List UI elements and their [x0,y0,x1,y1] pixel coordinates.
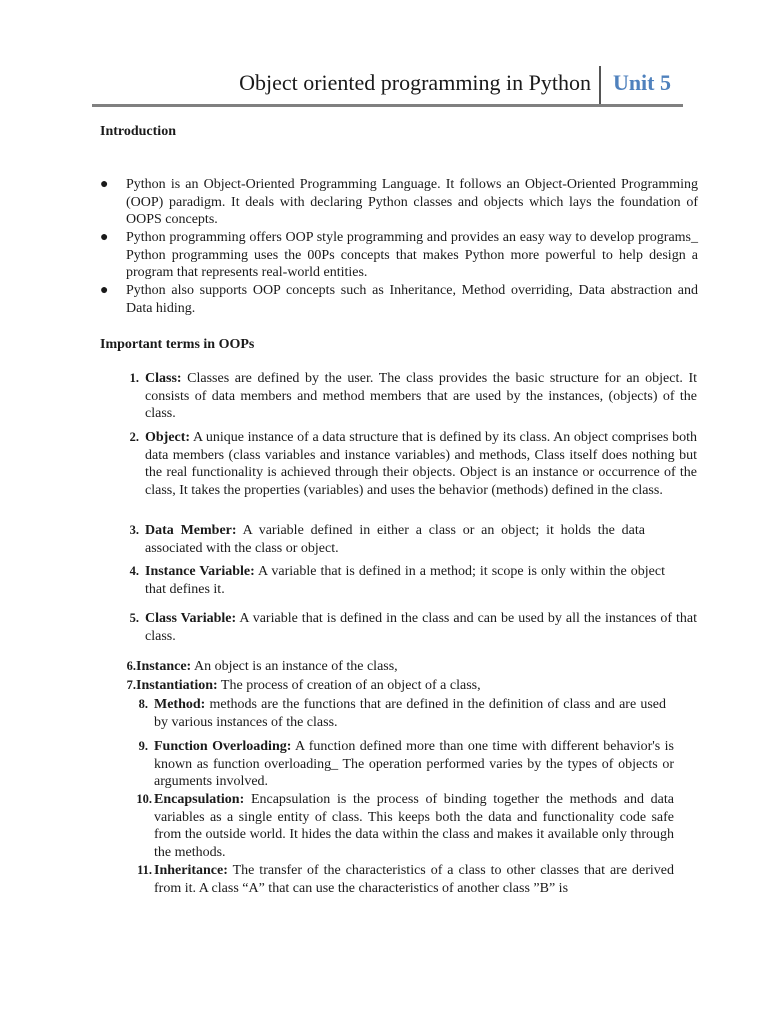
bullet-item [100,282,698,317]
term-name: Encapsulation: [154,792,245,807]
bullet-text: Python programming offers OOP style programming and provides an easy way to develop programs_ Python programming uses the 00Ps concepts that makes Python more powerful to help design a program that represents real-world entities. [126,230,698,280]
important-terms-heading: Important terms in OOPs [100,337,255,352]
term-item-class-variable [129,610,697,645]
term-definition: The transfer of the characteristics of a class to other classes that are derived from it. A class “A” that can use the characteristics of another class ”B” is [154,863,674,896]
term-item-data-member [129,522,645,557]
term-number: 5. [129,611,139,625]
bullet-icon: ● [100,177,109,192]
term-number: 10. [136,792,152,806]
term-item-instantiation [126,677,696,695]
term-number: 9. [138,739,148,753]
term-definition: Classes are defined by the user. The class provides the basic structure for an object. It consists of data members and method members that are used by the instances, (objects) of the class. [145,371,697,421]
term-definition: A variable that is defined in the class and can be used by all the instances of that class. [145,611,697,644]
term-number: 7. [126,678,136,692]
introduction-bullet-list [100,176,698,318]
bullet-icon: ● [100,283,109,298]
term-definition: A unique instance of a data structure that is defined by its class. An object comprises both data members (class variables and instance variables) and methods, Class itself does nothing but the real functionality is achieved through their objects. Object is an instance or occurrence of the class, It takes the properties (variables) and uses the behavior (methods) defined in the class. [145,430,697,498]
term-item-function-overloading [138,738,674,791]
term-definition: Encapsulation is the process of binding together the methods and data variables as a single entity of class. This keeps both the data and functionality code safe from the outside world. It hides the data within the class and makes it available only through the methods. [154,792,674,860]
term-item-encapsulation [136,791,674,861]
term-name: Data Member: [145,523,237,538]
term-number: 6. [126,659,136,673]
term-name: Class Variable: [145,611,237,626]
term-name: Class: [145,371,182,386]
term-number: 3. [129,523,139,537]
introduction-heading: Introduction [100,124,176,139]
term-number: 11. [137,863,152,877]
term-definition: The process of creation of an object of a class, [217,678,481,693]
page-header [92,66,683,107]
bullet-text: Python also supports OOP concepts such as Inheritance, Method overriding, Data abstraction and Data hiding. [126,283,698,316]
term-definition: An object is an instance of the class, [191,659,398,674]
term-item-instance [126,658,696,676]
term-definition: A variable that is defined in a method; it scope is only within the object that defines it. [145,564,665,597]
term-definition: A variable defined in either a class or an object; it holds the data associated with the class or object. [145,523,645,556]
term-name: Method: [154,697,206,712]
bullet-item [100,229,698,282]
term-name: Instance: [136,659,192,674]
header-title: Object oriented programming in Python [239,70,591,95]
term-item-inheritance [137,862,674,897]
term-item-instance-variable [129,563,665,598]
term-name: Inheritance: [154,863,228,878]
term-name: Instance Variable: [145,564,255,579]
term-number: 8. [138,697,148,711]
header-divider [599,66,601,104]
bullet-icon: ● [100,230,109,245]
term-name: Function Overloading: [154,739,292,754]
term-name: Object: [145,430,191,445]
header-unit-label: Unit 5 [612,70,671,95]
bullet-item [100,176,698,229]
term-number: 4. [129,564,139,578]
term-definition: methods are the functions that are defined in the definition of class and are used by various instances of the class. [154,697,666,730]
term-name: Instantiation: [136,678,218,693]
term-item-class [129,370,697,423]
term-number: 2. [129,430,139,444]
term-number: 1. [129,371,139,385]
term-item-method [138,696,666,731]
term-definition: A function defined more than one time with different behavior's is known as function overloading_ The operation performed varies by the types of objects or arguments involved. [154,739,674,789]
term-item-object [129,429,697,499]
bullet-text: Python is an Object-Oriented Programming Language. It follows an Object-Oriented Programming (OOP) paradigm. It deals with declaring Python classes and objects which lays the foundation of OOPS concepts. [126,177,698,227]
